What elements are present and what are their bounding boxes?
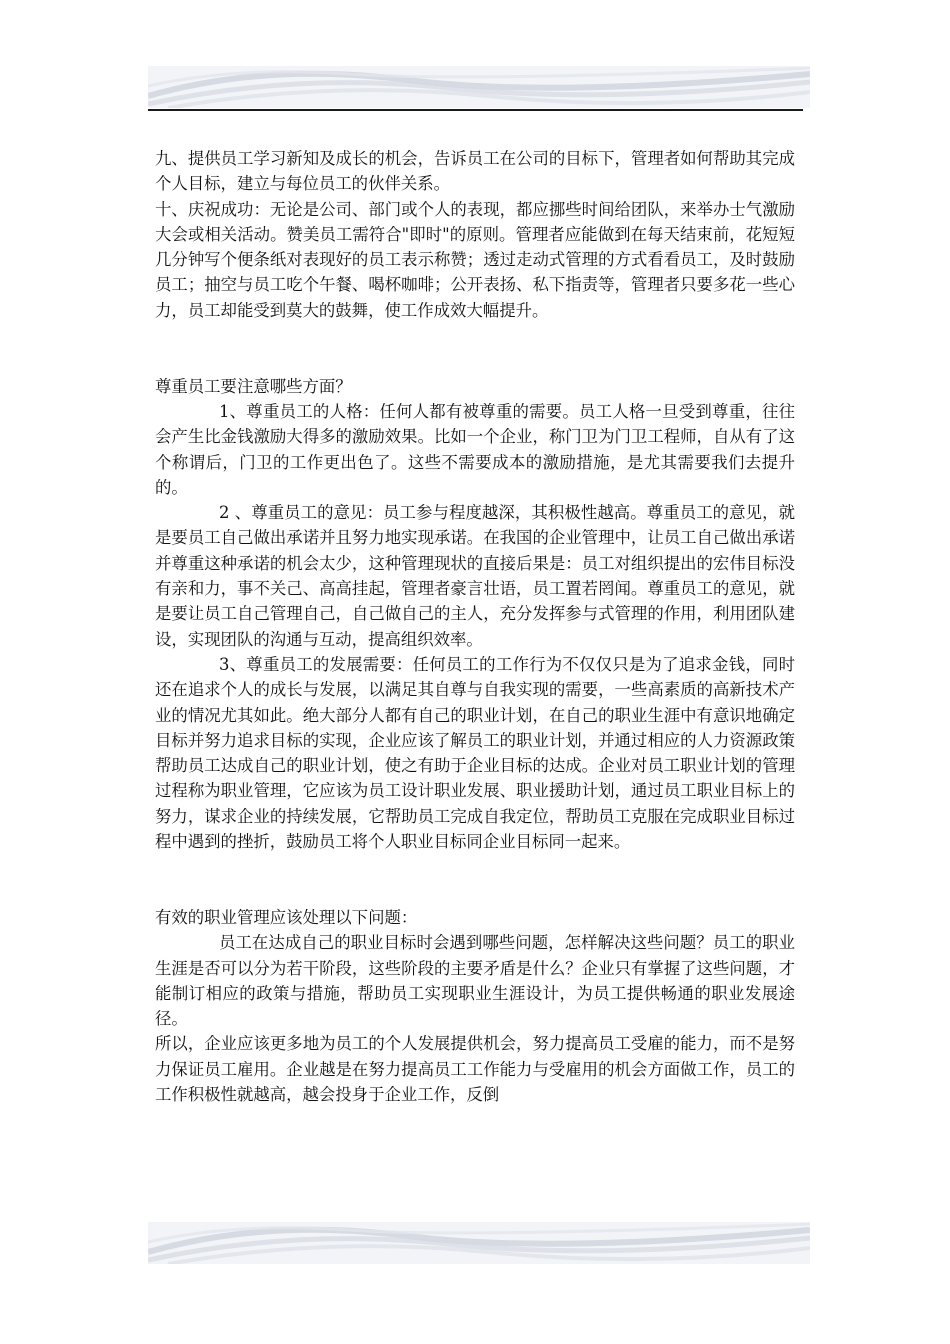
paragraph-item-9: 九、提供员工学习新知及成长的机会，告诉员工在公司的目标下，管理者如何帮助其完成个人目标，建立与每位员工的伙伴关系。 [155,149,795,194]
header-decorative-band [148,66,810,108]
document-body [155,146,795,1107]
paragraph-respect-personality: 1、尊重员工的人格：任何人都有被尊重的需要。员工人格一旦受到尊重，往往会产生比金钱激励大得多的激励效果。比如一个企业，称门卫为门卫工程师，自从有了这个称谓后，门卫的工作更出色了。这些不需要成本的激励措施，是尤其需要我们去提升的。 [155,401,795,497]
paragraph-conclusion: 所以，企业应该更多地为员工的个人发展提供机会，努力提高员工受雇的能力，而不是努力保证员工雇用。企业越是在努力提高员工工作能力与受雇用的机会方面做工作，员工的工作积极性就越高，越会投身于企业工作，反倒 [155,1034,795,1104]
paragraph-item-10: 十、庆祝成功：无论是公司、部门或个人的表现，都应挪些时间给团队，来举办士气激励大会或相关活动。赞美员工需符合"即时"的原则。管理者应能做到在每天结束前，花短短几分钟写个便条纸对表现好的员工表示称赞；透过走动式管理的方式看看员工，及时鼓励员工；抽空与员工吃个午餐、喝杯咖啡；公开表扬、私下指责等，管理者只要多花一些心力，员工却能受到莫大的鼓舞，使工作成效大幅提升。 [155,199,795,320]
section-heading-respect: 尊重员工要注意哪些方面？ [155,376,352,396]
section-heading-career-management: 有效的职业管理应该处理以下问题： [155,907,418,927]
header-rule [148,109,803,111]
footer-decorative-band [148,1222,810,1264]
paragraph-respect-development: 3、尊重员工的发展需要：任何员工的工作行为不仅仅只是为了追求金钱，同时还在追求个人的成长与发展，以满足其自尊与自我实现的需要，一些高素质的高新技术产业的情况尤其如此。绝大部分人都有自己的职业计划，在自己的职业生涯中有意识地确定目标并努力追求目标的实现，企业应该了解员工的职业计划，并通过相应的人力资源政策帮助员工达成自己的职业计划，使之有助于企业目标的达成。企业对员工职业计划的管理过程称为职业管理，它应该为员工设计职业发展、职业援助计划，通过员工职业目标上的努力，谋求企业的持续发展，它帮助员工完成自我定位，帮助员工克服在完成职业目标过程中遇到的挫折，鼓励员工将个人职业目标同企业目标同一起来。 [155,654,795,852]
paragraph-career-questions: 员工在达成自己的职业目标时会遇到哪些问题，怎样解决这些问题？员工的职业生涯是否可以分为若干阶段，这些阶段的主要矛盾是什么？企业只有掌握了这些问题，才能制订相应的政策与措施，帮助员工实现职业生涯设计，为员工提供畅通的职业发展途径。 [155,933,795,1029]
paragraph-respect-opinion: 2 、尊重员工的意见：员工参与程度越深，其积极性越高。尊重员工的意见，就是要员工自己做出承诺并且努力地实现承诺。在我国的企业管理中，让员工自己做出承诺并尊重这种承诺的机会太少，这种管理现状的直接后果是：员工对组织提出的宏伟目标没有亲和力，事不关己、高高挂起，管理者豪言壮语，员工置若罔闻。尊重员工的意见，就是要让员工自己管理自己，自己做自己的主人，充分发挥参与式管理的作用，利用团队建设，实现团队的沟通与互动，提高组织效率。 [155,503,795,649]
